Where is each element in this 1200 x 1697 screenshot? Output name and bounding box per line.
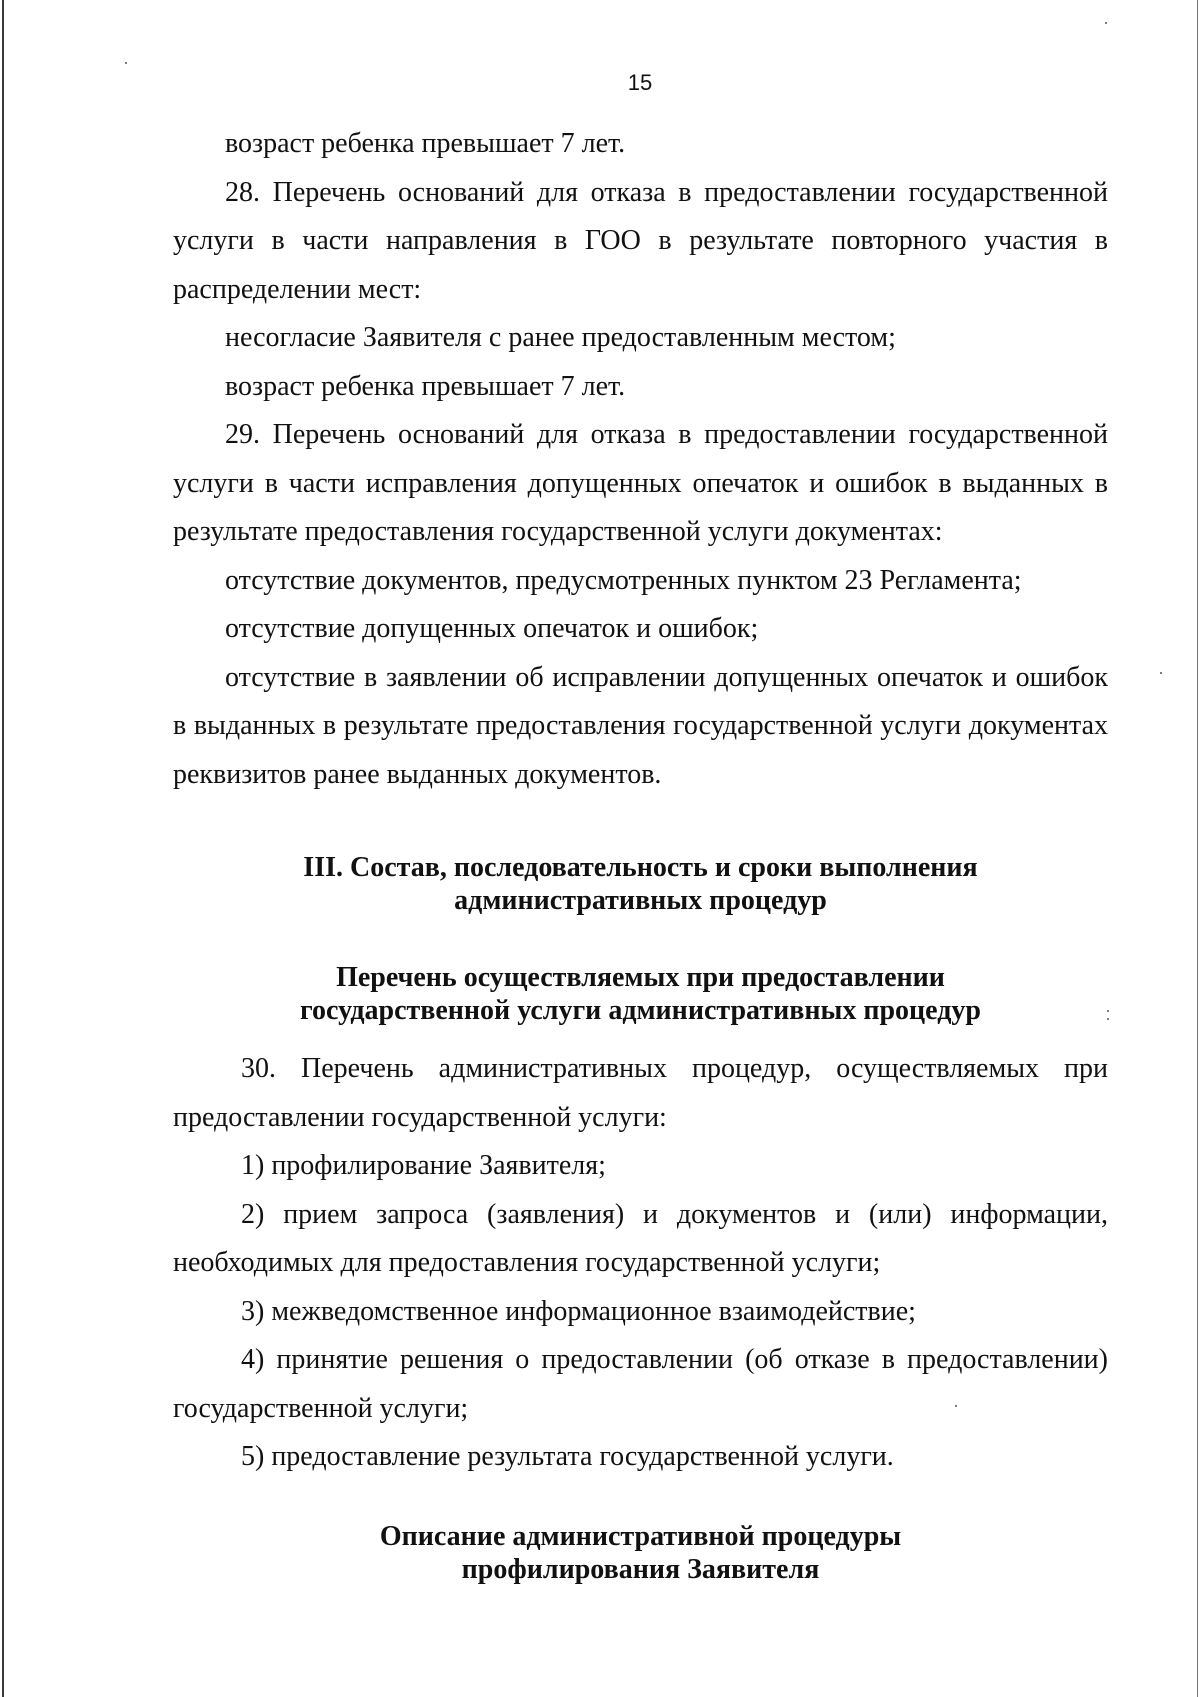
paragraph-disagreement: несогласие Заявителя с ранее предоставленным местом; (225, 322, 896, 353)
paragraph-age-limit: возраст ребенка превышает 7 лет. (225, 128, 626, 159)
list-item-decision: 4) принятие решения о предоставлении (об отказе в предоставлении) государственной услуги; (173, 1344, 1108, 1424)
scan-edge-right (1197, 0, 1198, 1697)
subsection-heading-line: государственной услуги административных процедур (300, 995, 981, 1026)
paragraph-no-errors: отсутствие допущенных опечаток и ошибок; (225, 613, 759, 644)
section-heading-iii (173, 851, 1108, 917)
section-heading-line: III. Состав, последовательность и сроки выполнения (303, 852, 978, 883)
paragraph-age-limit-2: возраст ребенка превышает 7 лет. (225, 370, 626, 402)
paragraph-item-29: 29. Перечень оснований для отказа в предоставлении государственной услуги в части исправления допущенных опечаток и ошибок в выданных в результате предоставления государственной услуги документах: (173, 419, 1108, 547)
paragraph-item-28: 28. Перечень оснований для отказа в предоставлении государственной услуги в части направления в ГОО в результате повторного участия в распределении мест: (173, 176, 1108, 305)
list-item-request-intake: 2) прием запроса (заявления) и документов и (или) информации, необходимых для предоставления государственной услуги; (173, 1198, 1108, 1278)
subsection-heading-line: Описание административной процедуры (379, 1520, 902, 1552)
paragraph-no-requisites: отсутствие в заявлении об исправлении допущенных опечаток и ошибок в выданных в результате предоставления государственной услуги документах реквизитов ранее выданных документов. (173, 661, 1108, 790)
scan-speck (125, 62, 127, 64)
document-body (173, 120, 1108, 1586)
scan-speck (1105, 22, 1107, 24)
paragraph-item-30: 30. Перечень административных процедур, осуществляемых при предоставлении государственной услуги: (173, 1053, 1108, 1133)
subsection-heading-procedures-list (173, 961, 1108, 1027)
list-item-interagency: 3) межведомственное информационное взаимодействие; (241, 1295, 916, 1327)
list-item-result: 5) предоставление результата государственной услуги. (241, 1441, 894, 1472)
page-number: 15 (627, 70, 653, 95)
list-item-profiling: 1) профилирование Заявителя; (241, 1150, 606, 1181)
paragraph-no-documents: отсутствие документов, предусмотренных пунктом 23 Регламента; (225, 564, 1022, 596)
section-heading-line: административных процедур (454, 885, 827, 916)
scan-edge-left (2, 0, 4, 1697)
subsection-heading-profiling (173, 1520, 1108, 1586)
subsection-heading-line: Перечень осуществляемых при предоставлении (336, 962, 945, 993)
scan-speck (1160, 672, 1162, 674)
subsection-heading-line: профилирования Заявителя (461, 1553, 820, 1585)
